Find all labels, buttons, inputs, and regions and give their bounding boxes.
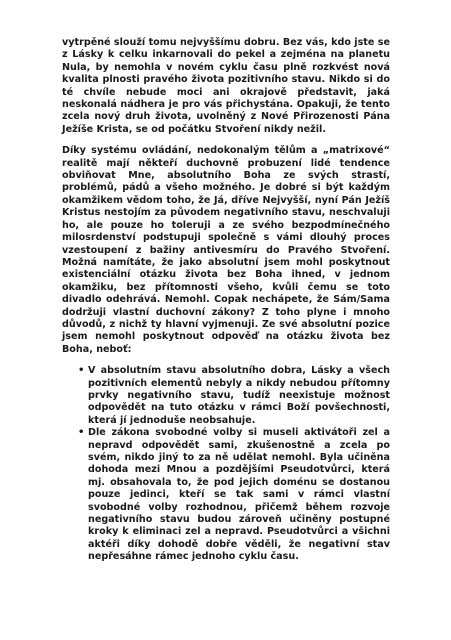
document-body (62, 37, 390, 564)
list-item (62, 427, 390, 563)
paragraph-1: vytrpěné slouží tomu nejvyššímu dobru. Bez vás, kdo jste se z Lásky k celku inkarnovali do pekel a zejména na planetu Nula, by nemohla v novém cyklu času plně rozkvést nová kvalita plnosti pravého života pozitivního stavu. Nikdo si do té chvíle nebude moci ani okrajově představit, jaká neskonalá nádhera je pro vás přichystána. Opakuji, že tento zcela nový druh života, uvolněný z Nové Přirozenosti Pána Ježíše Krista, se od počátku Stvoření nikdy nežil. (62, 37, 390, 135)
list-item-text: V absolutním stavu absolutního dobra, Lásky a všech pozitivních elementů nebyly a nikdy nebudou přítomny prvky negativního stavu, tudíž neexistuje možnost odpovědět na tuto otázku v rámci Boží povšechnosti, která jí jednoduše neobsahuje. (88, 365, 390, 426)
list-item-text: Dle zákona svobodné volby si museli aktivátoři zel a nepravd odpovědět sami, zkušenostně a zcela po svém, nikdo jiný to za ně udělat nemohl. Byla učiněna dohoda mezi Mnou a pozdějšími Pseudotvůrci, která mj. obsahovala to, že pod jejich doménu se dostanou pouze jedinci, kteří se tak sami v rámci vlastní svobodné volby rozhodnou, přičemž během rozvoje negativního stavu budou zároveň učiněny postupné kroky k eliminaci zel a nepravd. Pseudotvůrci a všichni aktéři díky dohodě dobře věděli, že negativní stav nepřesáhne rámec jednoho cyklu času. (88, 427, 390, 563)
paragraph-2: Díky systému ovládání, nedokonalým tělům a „matrixové“ realitě mají někteří duchovně probuzení lidé tendence obviňovat Mne, absolutního Boha ze svých strastí, problémů, pádů a všeho možného. Je dobré si být každým okamžikem vědom toho, že Já, dříve Nejvyšší, nyní Pán Ježíš Kristus nestojím za původem negativního stavu, neschvaluji ho, ale pouze ho toleruji a ze svého bezpodmínečného milosrdenství podstupuji společně s vámi dlouhý proces vzestoupení z bažiny antivesmíru do Pravého Stvoření. Možná namítáte, že jako absolutní jsem mohl poskytnout existenciální otázku života bez Boha ihned, v jednom okamžiku, bez přítomnosti všeho, kvůli čemu se toto divadlo odehrává. Nemohl. Copak nechápete, že Sám/Sama dodržuji vlastní duchovní zákony? Z toho plyne i mnoho důvodů, z nichž ty hlavní vyjmenuji. Ze své absolutní pozice jsem nemohl poskytnout odpověď na otázku života bez Boha, neboť: (62, 145, 390, 355)
list-item (62, 365, 390, 427)
bullet-icon: • (78, 365, 85, 377)
bullet-icon: • (78, 427, 85, 439)
bullet-list (62, 365, 390, 564)
